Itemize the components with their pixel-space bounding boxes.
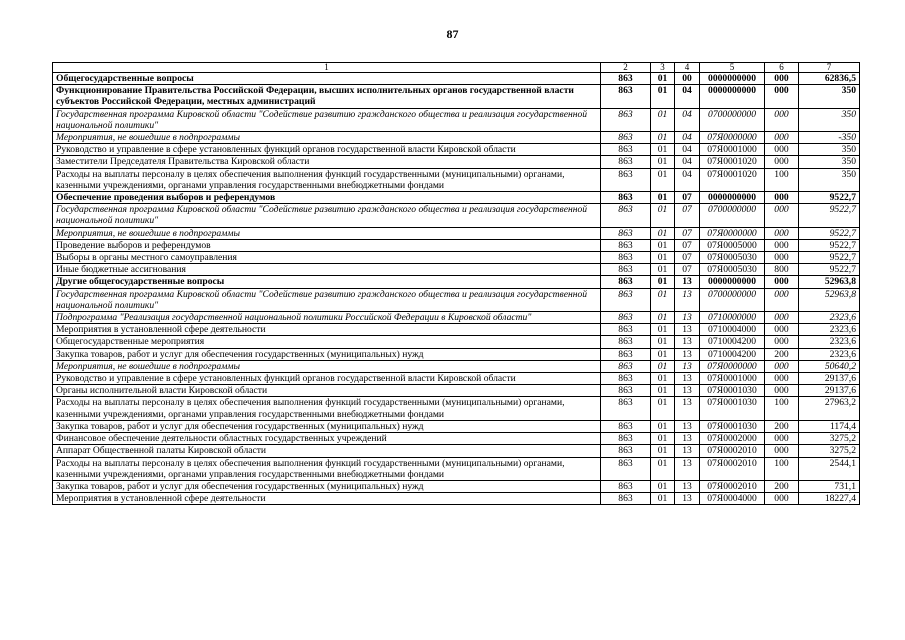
table-header-row	[53, 63, 860, 73]
row-target-article-code: 0710004200	[700, 348, 765, 360]
table-row	[53, 445, 860, 457]
header-col-3: 3	[651, 63, 675, 73]
row-name: Общегосударственные вопросы	[53, 73, 601, 85]
header-col-6: 6	[765, 63, 799, 73]
row-expense-type-code: 000	[765, 156, 799, 168]
row-name: Расходы на выплаты персоналу в целях обеспечения выполнения функций государственными (муниципальными) органами, казенными учреждениями, органами управления государственными внебюджетными фондами	[53, 457, 601, 480]
row-amount: 29137,6	[799, 373, 860, 385]
row-name: Аппарат Общественной палаты Кировской области	[53, 445, 601, 457]
row-name: Закупка товаров, работ и услуг для обеспечения государственных (муниципальных) нужд	[53, 348, 601, 360]
row-expense-type-code: 000	[765, 336, 799, 348]
budget-table	[52, 62, 860, 505]
row-expense-type-code: 000	[765, 433, 799, 445]
row-amount: 9522,7	[799, 252, 860, 264]
row-subsection-code: 04	[675, 144, 700, 156]
table-row	[53, 276, 860, 288]
table-row	[53, 288, 860, 311]
table-row	[53, 132, 860, 144]
row-section-code: 01	[651, 85, 675, 108]
row-target-article-code: 07Я0001000	[700, 373, 765, 385]
row-amount: -350	[799, 132, 860, 144]
row-ministry-code: 863	[601, 360, 651, 372]
row-amount: 350	[799, 108, 860, 131]
row-target-article-code: 0710004200	[700, 336, 765, 348]
row-name: Расходы на выплаты персоналу в целях обеспечения выполнения функций государственными (муниципальными) органами, казенными учреждениями, органами управления государственными внебюджетными фондами	[53, 168, 601, 191]
row-target-article-code: 07Я0001020	[700, 156, 765, 168]
row-section-code: 01	[651, 457, 675, 480]
row-amount: 2323,6	[799, 336, 860, 348]
row-name: Функционирование Правительства Российской Федерации, высших исполнительных органов государственной власти субъектов Российской Федерации, местных администраций	[53, 85, 601, 108]
row-ministry-code: 863	[601, 493, 651, 505]
row-expense-type-code: 000	[765, 108, 799, 131]
row-expense-type-code: 800	[765, 264, 799, 276]
row-name: Государственная программа Кировской области "Содействие развитию гражданского общества и реализация государственной национальной политики"	[53, 204, 601, 227]
row-ministry-code: 863	[601, 227, 651, 239]
row-target-article-code: 07Я0001000	[700, 144, 765, 156]
row-ministry-code: 863	[601, 85, 651, 108]
row-target-article-code: 07Я0004000	[700, 493, 765, 505]
row-subsection-code: 13	[675, 312, 700, 324]
row-subsection-code: 13	[675, 288, 700, 311]
row-subsection-code: 13	[675, 336, 700, 348]
row-section-code: 01	[651, 239, 675, 251]
table-row	[53, 433, 860, 445]
row-expense-type-code: 000	[765, 360, 799, 372]
row-name: Государственная программа Кировской области "Содействие развитию гражданского общества и реализация государственной национальной политики"	[53, 108, 601, 131]
row-subsection-code: 13	[675, 493, 700, 505]
row-expense-type-code: 000	[765, 276, 799, 288]
header-col-4: 4	[675, 63, 700, 73]
row-ministry-code: 863	[601, 108, 651, 131]
row-target-article-code: 07Я0005000	[700, 239, 765, 251]
row-target-article-code: 0000000000	[700, 276, 765, 288]
row-section-code: 01	[651, 420, 675, 432]
table-row	[53, 192, 860, 204]
row-name: Мероприятия, не вошедшие в подпрограммы	[53, 132, 601, 144]
row-name: Закупка товаров, работ и услуг для обеспечения государственных (муниципальных) нужд	[53, 420, 601, 432]
row-amount: 2323,6	[799, 312, 860, 324]
row-section-code: 01	[651, 336, 675, 348]
row-target-article-code: 0700000000	[700, 108, 765, 131]
row-expense-type-code: 000	[765, 288, 799, 311]
table-row	[53, 312, 860, 324]
row-target-article-code: 0710000000	[700, 312, 765, 324]
row-subsection-code: 13	[675, 445, 700, 457]
row-section-code: 01	[651, 108, 675, 131]
row-ministry-code: 863	[601, 264, 651, 276]
row-name: Руководство и управление в сфере установленных функций органов государственной власти Кировской области	[53, 144, 601, 156]
row-ministry-code: 863	[601, 73, 651, 85]
table-row	[53, 373, 860, 385]
row-name: Руководство и управление в сфере установленных функций органов государственной власти Кировской области	[53, 373, 601, 385]
row-expense-type-code: 100	[765, 457, 799, 480]
row-amount: 2323,6	[799, 348, 860, 360]
row-ministry-code: 863	[601, 480, 651, 492]
row-section-code: 01	[651, 264, 675, 276]
row-ministry-code: 863	[601, 132, 651, 144]
row-ministry-code: 863	[601, 252, 651, 264]
row-amount: 52963,8	[799, 276, 860, 288]
header-col-5: 5	[700, 63, 765, 73]
row-amount: 9522,7	[799, 204, 860, 227]
row-section-code: 01	[651, 156, 675, 168]
row-ministry-code: 863	[601, 276, 651, 288]
row-subsection-code: 07	[675, 192, 700, 204]
table-row	[53, 360, 860, 372]
row-subsection-code: 13	[675, 420, 700, 432]
row-name: Закупка товаров, работ и услуг для обеспечения государственных (муниципальных) нужд	[53, 480, 601, 492]
row-section-code: 01	[651, 324, 675, 336]
row-expense-type-code: 200	[765, 420, 799, 432]
row-target-article-code: 07Я0000000	[700, 360, 765, 372]
row-ministry-code: 863	[601, 204, 651, 227]
row-amount: 27963,2	[799, 397, 860, 420]
row-name: Мероприятия в установленной сфере деятельности	[53, 493, 601, 505]
row-section-code: 01	[651, 480, 675, 492]
row-expense-type-code: 000	[765, 445, 799, 457]
table-row	[53, 85, 860, 108]
row-section-code: 01	[651, 348, 675, 360]
row-subsection-code: 07	[675, 239, 700, 251]
row-ministry-code: 863	[601, 168, 651, 191]
row-target-article-code: 07Я0005030	[700, 252, 765, 264]
row-subsection-code: 13	[675, 385, 700, 397]
row-ministry-code: 863	[601, 239, 651, 251]
table-row	[53, 420, 860, 432]
row-ministry-code: 863	[601, 397, 651, 420]
row-subsection-code: 04	[675, 168, 700, 191]
table-row	[53, 480, 860, 492]
row-subsection-code: 13	[675, 457, 700, 480]
row-expense-type-code: 200	[765, 480, 799, 492]
row-target-article-code: 07Я0001020	[700, 168, 765, 191]
row-subsection-code: 13	[675, 348, 700, 360]
row-ministry-code: 863	[601, 288, 651, 311]
row-name: Общегосударственные мероприятия	[53, 336, 601, 348]
row-section-code: 01	[651, 288, 675, 311]
row-name: Мероприятия, не вошедшие в подпрограммы	[53, 360, 601, 372]
row-amount: 2544,1	[799, 457, 860, 480]
row-section-code: 01	[651, 360, 675, 372]
table-row	[53, 168, 860, 191]
row-target-article-code: 0000000000	[700, 73, 765, 85]
header-col-7: 7	[799, 63, 860, 73]
row-subsection-code: 13	[675, 360, 700, 372]
row-target-article-code: 0000000000	[700, 85, 765, 108]
row-ministry-code: 863	[601, 144, 651, 156]
row-ministry-code: 863	[601, 420, 651, 432]
row-subsection-code: 07	[675, 227, 700, 239]
table-row	[53, 264, 860, 276]
row-name: Обеспечение проведения выборов и референдумов	[53, 192, 601, 204]
row-name: Мероприятия в установленной сфере деятельности	[53, 324, 601, 336]
row-target-article-code: 0700000000	[700, 204, 765, 227]
page-number: 87	[446, 27, 459, 41]
row-amount: 29137,6	[799, 385, 860, 397]
row-expense-type-code: 000	[765, 312, 799, 324]
row-amount: 62836,5	[799, 73, 860, 85]
row-expense-type-code: 000	[765, 493, 799, 505]
row-target-article-code: 07Я0000000	[700, 227, 765, 239]
row-ministry-code: 863	[601, 192, 651, 204]
row-target-article-code: 07Я0001030	[700, 420, 765, 432]
row-section-code: 01	[651, 168, 675, 191]
table-row	[53, 108, 860, 131]
row-amount: 50640,2	[799, 360, 860, 372]
row-amount: 9522,7	[799, 264, 860, 276]
row-subsection-code: 13	[675, 397, 700, 420]
row-amount: 3275,2	[799, 433, 860, 445]
table-row	[53, 252, 860, 264]
row-section-code: 01	[651, 493, 675, 505]
row-section-code: 01	[651, 252, 675, 264]
row-amount: 350	[799, 85, 860, 108]
row-target-article-code: 07Я0002000	[700, 433, 765, 445]
row-expense-type-code: 000	[765, 324, 799, 336]
row-amount: 52963,8	[799, 288, 860, 311]
row-section-code: 01	[651, 373, 675, 385]
row-expense-type-code: 000	[765, 132, 799, 144]
row-ministry-code: 863	[601, 348, 651, 360]
row-expense-type-code: 100	[765, 168, 799, 191]
table-row	[53, 156, 860, 168]
row-ministry-code: 863	[601, 457, 651, 480]
row-ministry-code: 863	[601, 156, 651, 168]
row-expense-type-code: 000	[765, 227, 799, 239]
row-amount: 18227,4	[799, 493, 860, 505]
row-subsection-code: 13	[675, 324, 700, 336]
row-ministry-code: 863	[601, 373, 651, 385]
row-name: Финансовое обеспечение деятельности областных государственных учреждений	[53, 433, 601, 445]
table-row	[53, 336, 860, 348]
table-row	[53, 324, 860, 336]
row-subsection-code: 04	[675, 132, 700, 144]
row-target-article-code: 07Я0001030	[700, 385, 765, 397]
row-section-code: 01	[651, 445, 675, 457]
row-amount: 9522,7	[799, 239, 860, 251]
row-name: Проведение выборов и референдумов	[53, 239, 601, 251]
row-section-code: 01	[651, 144, 675, 156]
table-body	[53, 73, 860, 505]
table-row	[53, 204, 860, 227]
row-name: Заместители Председателя Правительства Кировской области	[53, 156, 601, 168]
row-expense-type-code: 000	[765, 73, 799, 85]
row-expense-type-code: 000	[765, 85, 799, 108]
row-ministry-code: 863	[601, 385, 651, 397]
row-name: Другие общегосударственные вопросы	[53, 276, 601, 288]
row-section-code: 01	[651, 227, 675, 239]
row-expense-type-code: 000	[765, 144, 799, 156]
row-target-article-code: 07Я0005030	[700, 264, 765, 276]
table-row	[53, 385, 860, 397]
row-ministry-code: 863	[601, 324, 651, 336]
row-target-article-code: 07Я0002010	[700, 480, 765, 492]
row-name: Мероприятия, не вошедшие в подпрограммы	[53, 227, 601, 239]
row-name: Подпрограмма "Реализация государственной национальной политики Российской Федерации в Кировской области"	[53, 312, 601, 324]
table-row	[53, 397, 860, 420]
row-ministry-code: 863	[601, 336, 651, 348]
row-subsection-code: 04	[675, 108, 700, 131]
header-col-2: 2	[601, 63, 651, 73]
row-subsection-code: 07	[675, 264, 700, 276]
table-row	[53, 348, 860, 360]
row-name: Выборы в органы местного самоуправления	[53, 252, 601, 264]
row-section-code: 01	[651, 73, 675, 85]
row-amount: 350	[799, 144, 860, 156]
row-section-code: 01	[651, 433, 675, 445]
row-section-code: 01	[651, 312, 675, 324]
row-section-code: 01	[651, 192, 675, 204]
table-row	[53, 227, 860, 239]
row-expense-type-code: 000	[765, 373, 799, 385]
header-col-1: 1	[53, 63, 601, 73]
row-subsection-code: 13	[675, 276, 700, 288]
row-target-article-code: 07Я0000000	[700, 132, 765, 144]
row-amount: 9522,7	[799, 227, 860, 239]
row-subsection-code: 13	[675, 480, 700, 492]
row-subsection-code: 07	[675, 204, 700, 227]
row-amount: 2323,6	[799, 324, 860, 336]
row-expense-type-code: 100	[765, 397, 799, 420]
row-section-code: 01	[651, 397, 675, 420]
table-row	[53, 457, 860, 480]
row-section-code: 01	[651, 204, 675, 227]
row-target-article-code: 0700000000	[700, 288, 765, 311]
row-subsection-code: 07	[675, 252, 700, 264]
row-name: Органы исполнительной власти Кировской области	[53, 385, 601, 397]
row-subsection-code: 04	[675, 156, 700, 168]
table-row	[53, 239, 860, 251]
row-target-article-code: 0000000000	[700, 192, 765, 204]
row-amount: 3275,2	[799, 445, 860, 457]
row-subsection-code: 13	[675, 373, 700, 385]
row-target-article-code: 0710004000	[700, 324, 765, 336]
row-target-article-code: 07Я0002010	[700, 445, 765, 457]
row-target-article-code: 07Я0002010	[700, 457, 765, 480]
row-ministry-code: 863	[601, 445, 651, 457]
row-expense-type-code: 000	[765, 204, 799, 227]
row-section-code: 01	[651, 385, 675, 397]
row-amount: 1174,4	[799, 420, 860, 432]
row-expense-type-code: 200	[765, 348, 799, 360]
row-amount: 731,1	[799, 480, 860, 492]
row-expense-type-code: 000	[765, 385, 799, 397]
row-subsection-code: 13	[675, 433, 700, 445]
row-name: Иные бюджетные ассигнования	[53, 264, 601, 276]
table-row	[53, 73, 860, 85]
row-name: Государственная программа Кировской области "Содействие развитию гражданского общества и реализация государственной национальной политики"	[53, 288, 601, 311]
row-target-article-code: 07Я0001030	[700, 397, 765, 420]
row-expense-type-code: 000	[765, 239, 799, 251]
row-ministry-code: 863	[601, 312, 651, 324]
row-name: Расходы на выплаты персоналу в целях обеспечения выполнения функций государственными (муниципальными) органами, казенными учреждениями, органами управления государственными внебюджетными фондами	[53, 397, 601, 420]
row-subsection-code: 04	[675, 85, 700, 108]
table-row	[53, 144, 860, 156]
row-ministry-code: 863	[601, 433, 651, 445]
row-section-code: 01	[651, 276, 675, 288]
row-expense-type-code: 000	[765, 252, 799, 264]
row-subsection-code: 00	[675, 73, 700, 85]
row-amount: 9522,7	[799, 192, 860, 204]
row-amount: 350	[799, 156, 860, 168]
row-section-code: 01	[651, 132, 675, 144]
row-amount: 350	[799, 168, 860, 191]
row-expense-type-code: 000	[765, 192, 799, 204]
table-row	[53, 493, 860, 505]
